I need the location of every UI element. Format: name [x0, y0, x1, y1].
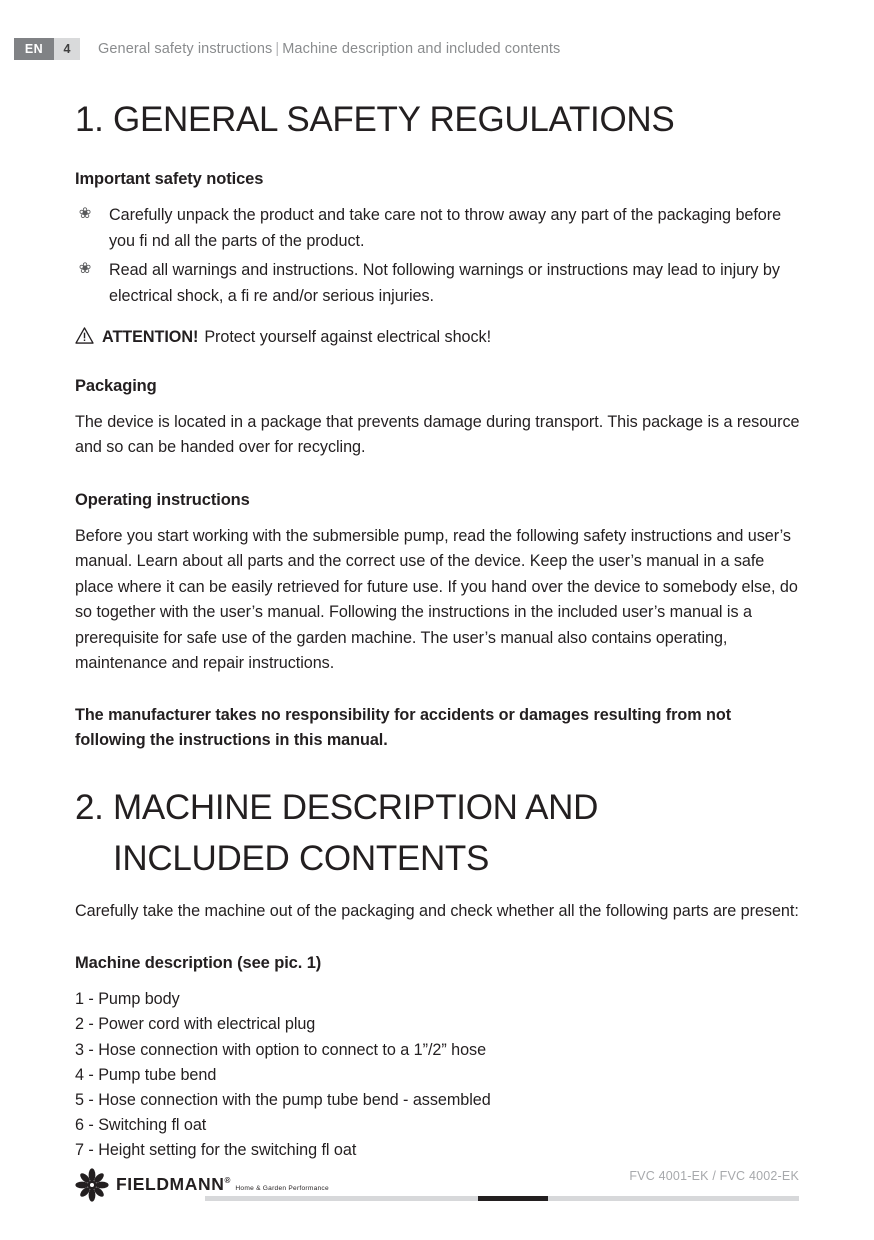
flower-bullet-icon: ❀ [78, 205, 92, 223]
section-2-title [75, 783, 801, 885]
brand-name-text: FIELDMANN [116, 1174, 225, 1194]
list-item: 4 - Pump tube bend [75, 1065, 217, 1084]
section-2-title-line-1: 2. MACHINE DESCRIPTION AND [75, 788, 599, 828]
list-item: 5 - Hose connection with the pump tube bend - assembled [75, 1090, 491, 1109]
list-item [75, 258, 801, 309]
brand-text [116, 1176, 329, 1194]
page-number-badge: 4 [54, 38, 80, 60]
brand-tagline: Home & Garden Performance [235, 1185, 329, 1192]
footer-model-label: FVC 4001-EK / FVC 4002-EK [629, 1169, 799, 1183]
packaging-paragraph: The device is located in a package that prevents damage during transport. This package is a resource and so can be handed over for recycling. [75, 413, 800, 457]
page-footer [0, 1166, 874, 1212]
warning-triangle-icon [75, 327, 94, 344]
breadcrumb-item-left: General safety instructions [98, 41, 273, 57]
list-item-text: Carefully unpack the product and take care not to throw away any part of the packaging before you fi nd all the parts of the product. [109, 206, 782, 250]
brand-trademark: ® [224, 1176, 231, 1186]
operating-instructions-paragraph: Before you start working with the submersible pump, read the following safety instructions and user’s manual. Learn about all parts and the correct use of the device. Keep the user’s manual in a safe place where it can be easily retrieved for future use. If you hand over the device to somebody else, do so together with the user’s manual. Following the instructions in the included user’s manual is a prerequisite for safe use of the garden machine. The user’s manual also contains operating, maintenance and repair instructions. [75, 526, 798, 673]
brand-name [116, 1174, 231, 1194]
list-item: 1 - Pump body [75, 990, 180, 1009]
packaging-heading: Packaging [75, 377, 157, 395]
list-item: 3 - Hose connection with option to connect to a 1”/2” hose [75, 1040, 487, 1059]
list-item: 2 - Power cord with electrical plug [75, 1015, 316, 1034]
footer-rule-accent [478, 1196, 548, 1201]
attention-text: Protect yourself against electrical shock! [204, 328, 492, 346]
list-item [75, 203, 801, 254]
flower-bullet-icon: ❀ [78, 260, 92, 278]
breadcrumb-separator: | [275, 41, 280, 57]
language-badge: EN [14, 38, 54, 60]
important-safety-notices-heading: Important safety notices [75, 170, 264, 189]
fieldmann-fan-icon [75, 1168, 109, 1202]
breadcrumb-item-right: Machine description and included contents [282, 41, 561, 57]
safety-bullet-list [75, 203, 801, 309]
attention-label: ATTENTION! [102, 328, 199, 346]
list-item: 7 - Height setting for the switching fl oat [75, 1140, 357, 1159]
parts-list [75, 987, 801, 1163]
list-item-text: Read all warnings and instructions. Not following warnings or instructions may lead to injury by electrical shock, a fi re and/or serious injuries. [109, 261, 780, 305]
page-header [0, 38, 874, 60]
section-2-intro-paragraph: Carefully take the machine out of the packaging and check whether all the following parts are present: [75, 901, 799, 920]
manufacturer-responsibility-paragraph: The manufacturer takes no responsibility for accidents or damages resulting from not following the instructions in this manual. [75, 705, 732, 749]
breadcrumb [98, 41, 560, 57]
machine-description-heading: Machine description (see pic. 1) [75, 954, 322, 973]
list-item: 6 - Switching fl oat [75, 1115, 207, 1134]
attention-notice [75, 325, 801, 347]
section-2-title-line-2: INCLUDED CONTENTS [113, 839, 490, 879]
section-1-title: 1. GENERAL SAFETY REGULATIONS [75, 100, 675, 139]
operating-instructions-heading: Operating instructions [75, 490, 250, 509]
document-content [75, 100, 801, 1163]
